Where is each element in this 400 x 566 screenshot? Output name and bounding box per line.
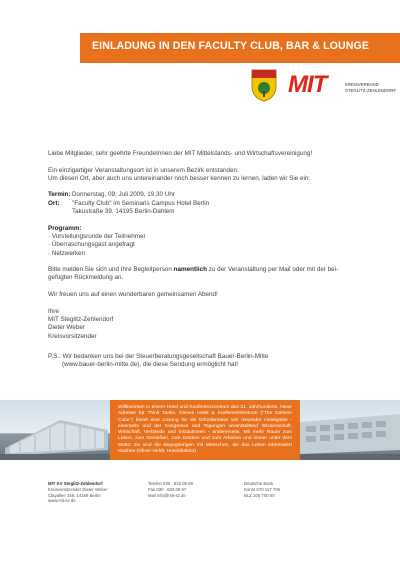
signature — [48, 308, 388, 341]
footer-mail: Mail info@mit-sz.de — [148, 492, 186, 498]
logo-line-2: STEGLITZ-ZEHLENDORF — [345, 87, 397, 93]
mit-wordmark: MIT — [288, 71, 327, 98]
programm-item: · Vorstellungsrunde der Teilnehmer — [48, 232, 146, 240]
signature-line: MIT Steglitz-Zehlendorf — [48, 315, 114, 323]
programm-heading: Programm: — [48, 224, 82, 232]
building-illustration-icon — [300, 400, 400, 460]
intro-line-1: Ein einzigartiger Veranstaltungsort ist in unserem Bezirk entstanden. — [48, 166, 239, 174]
footer-bank — [244, 481, 280, 498]
rsvp-line-1 — [48, 266, 388, 274]
ort-label: Ort: — [48, 199, 60, 207]
footer-line: Kreisvorsitzender Dieter Weber — [48, 486, 108, 492]
intro-line-2: Um diesen Ort, aber auch uns untereinander noch besser kennen zu lernen, laden wir Sie ein: — [48, 174, 311, 182]
footer-blz: BLZ 100 700 00 — [244, 492, 275, 498]
hotel-info-text: Willkommen in einem Hotel und Konferenzzentrum des 21. Jahrhunderts. Neue Adresse für Think Tanks. Dieses Hotel & Konferenzzentrum ("The Dahlem Cube") bietet eine Lösung für die Erfordernisse viel reisender Hotelgäste - einerseits und der Kongresse und Tagungen veranstaltend Wissenschaft, Wirtschaft, Verbände und Institutionen - andererseits. Mit mehr Raum zum Leben, zum Genießen, zum Denken und zum Arbeiten und immer unter dem Motto: Es sind die Begegnungen mit Menschen, die das Leben lebenswert machen (Oliver Heldt, Hoteldirektor) — [118, 405, 292, 455]
footer-fax: Fax 030 . 833 08 67 — [148, 486, 187, 492]
building-illustration-icon — [0, 400, 110, 460]
signature-line: Dieter Weber — [48, 324, 85, 332]
termin-row — [48, 191, 388, 199]
footer-contact — [148, 481, 193, 498]
greeting: Liebe Mitglieder, sehr geehrte FreundeInnen der MIT Mittelstands- und Wirtschaftsvereinigung! — [48, 150, 313, 157]
logo-subtext — [345, 82, 396, 93]
footer-bank-name: Deutsche Bank — [244, 481, 274, 486]
ort-row — [48, 200, 388, 208]
signature-line: Ihre — [48, 307, 59, 315]
header-band — [80, 33, 400, 63]
termin-value: Donnerstag, 09. Juli 2009, 19.30 Uhr — [72, 191, 175, 199]
ps-line-1: P.S.: Wir bedanken uns bei der Steuerberatungsgesellschaft Bauer-Berlin-Mitte — [48, 352, 269, 360]
ps-line-2: (www.bauer-berlin-mitte.de), die diese Sendung ermöglicht hat! — [62, 361, 239, 369]
closing: Wir freuen uns auf einen wunderbaren gemeinsamen Abend! — [48, 291, 218, 299]
rsvp-bold: namentlich — [173, 266, 207, 274]
footer-address — [48, 481, 108, 504]
footer-phone: Telefon 030 . 833 08 69 — [148, 481, 193, 486]
footer-website: www.mit-sz.de — [48, 498, 76, 504]
rsvp-before: Bitte melden Sie sich und Ihre Begleitperson — [48, 266, 174, 274]
hotel-photo-right — [300, 400, 400, 460]
event-details — [48, 191, 388, 216]
coat-of-arms-icon — [250, 68, 278, 102]
footer-line: Clayallee 349, 14169 Berlin — [48, 492, 101, 498]
programm — [48, 225, 388, 258]
hotel-info-box — [110, 400, 300, 460]
programm-item: · Netzwerken — [48, 249, 86, 257]
postscript — [48, 353, 388, 370]
termin-label: Termin: — [48, 191, 71, 199]
mit-logo — [250, 68, 398, 102]
rsvp — [48, 266, 388, 283]
intro — [48, 167, 388, 184]
letter-body — [48, 150, 388, 378]
rsvp-after: zu der Veranstaltung per Mail oder mit der bei- — [206, 266, 339, 274]
programm-item: · Überraschungsgast angefragt — [48, 241, 135, 249]
footer-account: Konto 070 117 706 — [244, 486, 280, 492]
page-title: EINLADUNG IN DEN FACULTY CLUB, BAR & LOUNGE — [92, 40, 369, 52]
ort-value-1: "Faculty Club" im Seminaris Campus Hotel Berlin — [72, 199, 210, 207]
rsvp-line-2: gefügten Rückmeldung an. — [48, 274, 124, 282]
footer-org: MIT KV Steglitz-Zehlendorf — [48, 481, 103, 486]
ort-value-2: Takustraße 39, 14195 Berlin-Dahlem — [72, 208, 175, 216]
hotel-photo-left — [0, 400, 110, 460]
signature-line: Kreisvorsitzender — [48, 332, 97, 340]
logo-line-1: KREISVERBAND — [345, 82, 379, 87]
